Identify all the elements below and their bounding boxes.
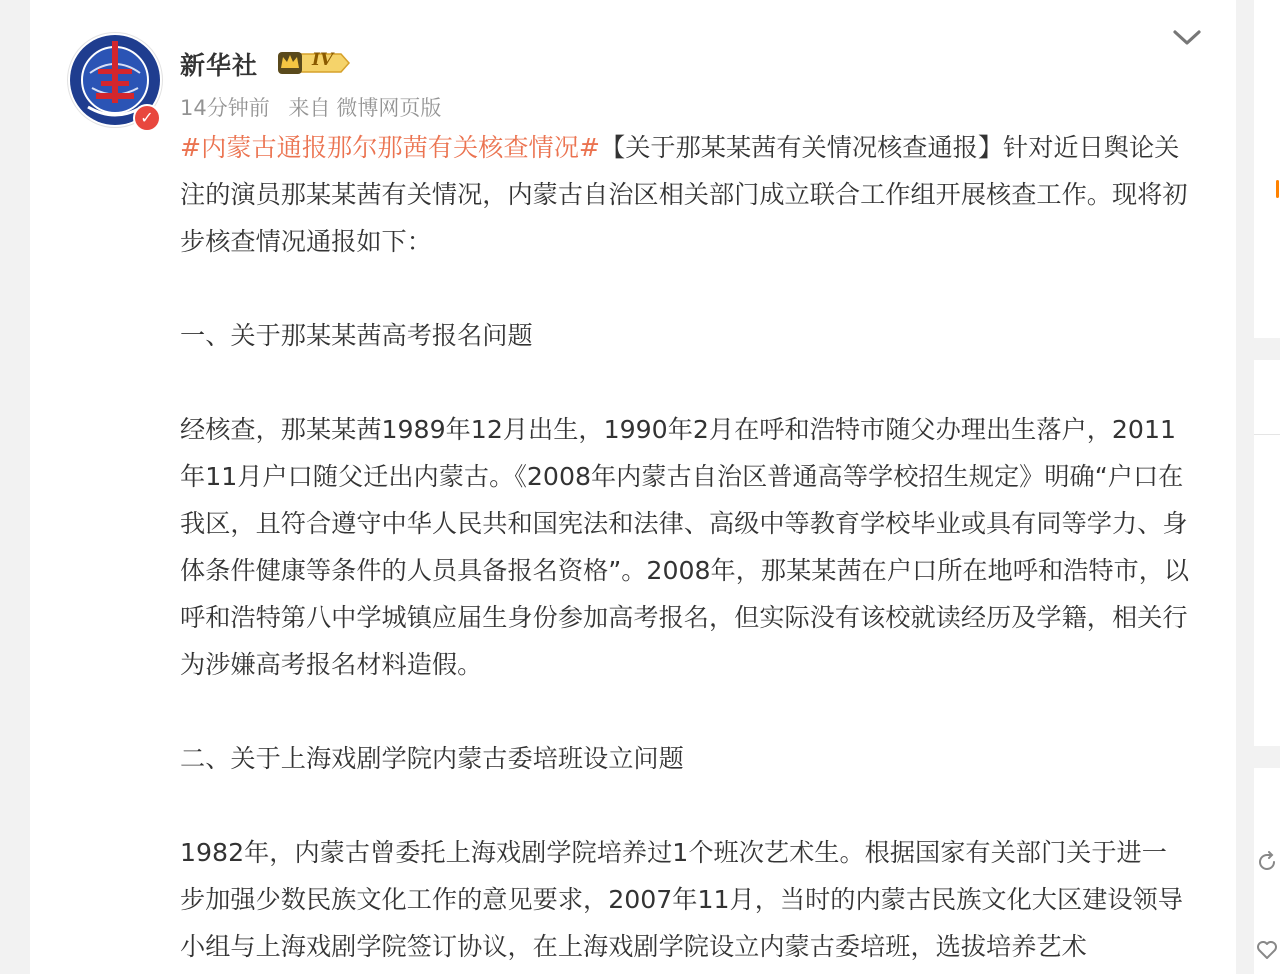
section2-title: 二、关于上海戏剧学院内蒙古委培班设立问题: [180, 744, 684, 773]
like-heart-icon[interactable]: [1255, 938, 1279, 962]
refresh-icon[interactable]: [1255, 850, 1279, 874]
post-time[interactable]: 14分钟前: [180, 96, 270, 120]
post-menu-button[interactable]: [1170, 24, 1204, 52]
hashtag-link[interactable]: #内蒙古通报那尔那茜有关核查情况#: [180, 133, 601, 162]
section1-title: 一、关于那某某茜高考报名问题: [180, 321, 533, 350]
post-source[interactable]: 微博网页版: [336, 96, 442, 120]
chevron-down-icon: [1170, 24, 1204, 52]
crown-level-badge[interactable]: [275, 48, 351, 78]
username-link[interactable]: 新华社: [180, 51, 259, 80]
heart-icon-svg: [1255, 938, 1279, 962]
post-paragraph-intro: [180, 124, 1192, 265]
post-content: [180, 124, 1192, 970]
sidebar-divider: [1254, 746, 1280, 768]
badge-level-label: IV: [312, 50, 334, 70]
right-sidebar: [1254, 0, 1280, 974]
source-prefix: 来自: [288, 96, 331, 120]
verified-v-icon: ✓: [133, 104, 161, 132]
post-meta: [180, 92, 453, 122]
sidebar-accent-mark: [1276, 180, 1279, 198]
sidebar-divider: [1254, 434, 1280, 435]
section1-body: 经核查，那某某茜1989年12月出生，1990年2月在呼和浩特市随父办理出生落户，2011年11月户口随父迁出内蒙古。《2008年内蒙古自治区普通高等学校招生规定》明确“户口在我区，且符合遵守中华人民共和国宪法和法律、高级中等教育学校毕业或具有同等学力、身体条件健康等条件的人员具备报名资格”。2008年，那某某茜在户口所在地呼和浩特市，以呼和浩特第八中学城镇应届生身份参加高考报名，但实际没有该校就读经历及学籍，相关行为涉嫌高考报名材料造假。: [180, 415, 1190, 679]
refresh-icon-svg: [1255, 850, 1279, 874]
sidebar-divider: [1254, 338, 1280, 360]
section2-body: 1982年，内蒙古曾委托上海戏剧学院培养过1个班次艺术生。根据国家有关部门关于进一步加强少数民族文化工作的意见要求，2007年11月，当时的内蒙古民族文化大区建设领导小组与上海戏剧学院签订协议，在上海戏剧学院设立内蒙古委培班，选拔培养艺术: [180, 838, 1183, 961]
intro-text: 【关于那某某茜有关情况核查通报】针对近日舆论关注的演员那某某茜有关情况，内蒙古自治区相关部门成立联合工作组开展核查工作。现将初步核查情况通报如下：: [180, 133, 1188, 256]
